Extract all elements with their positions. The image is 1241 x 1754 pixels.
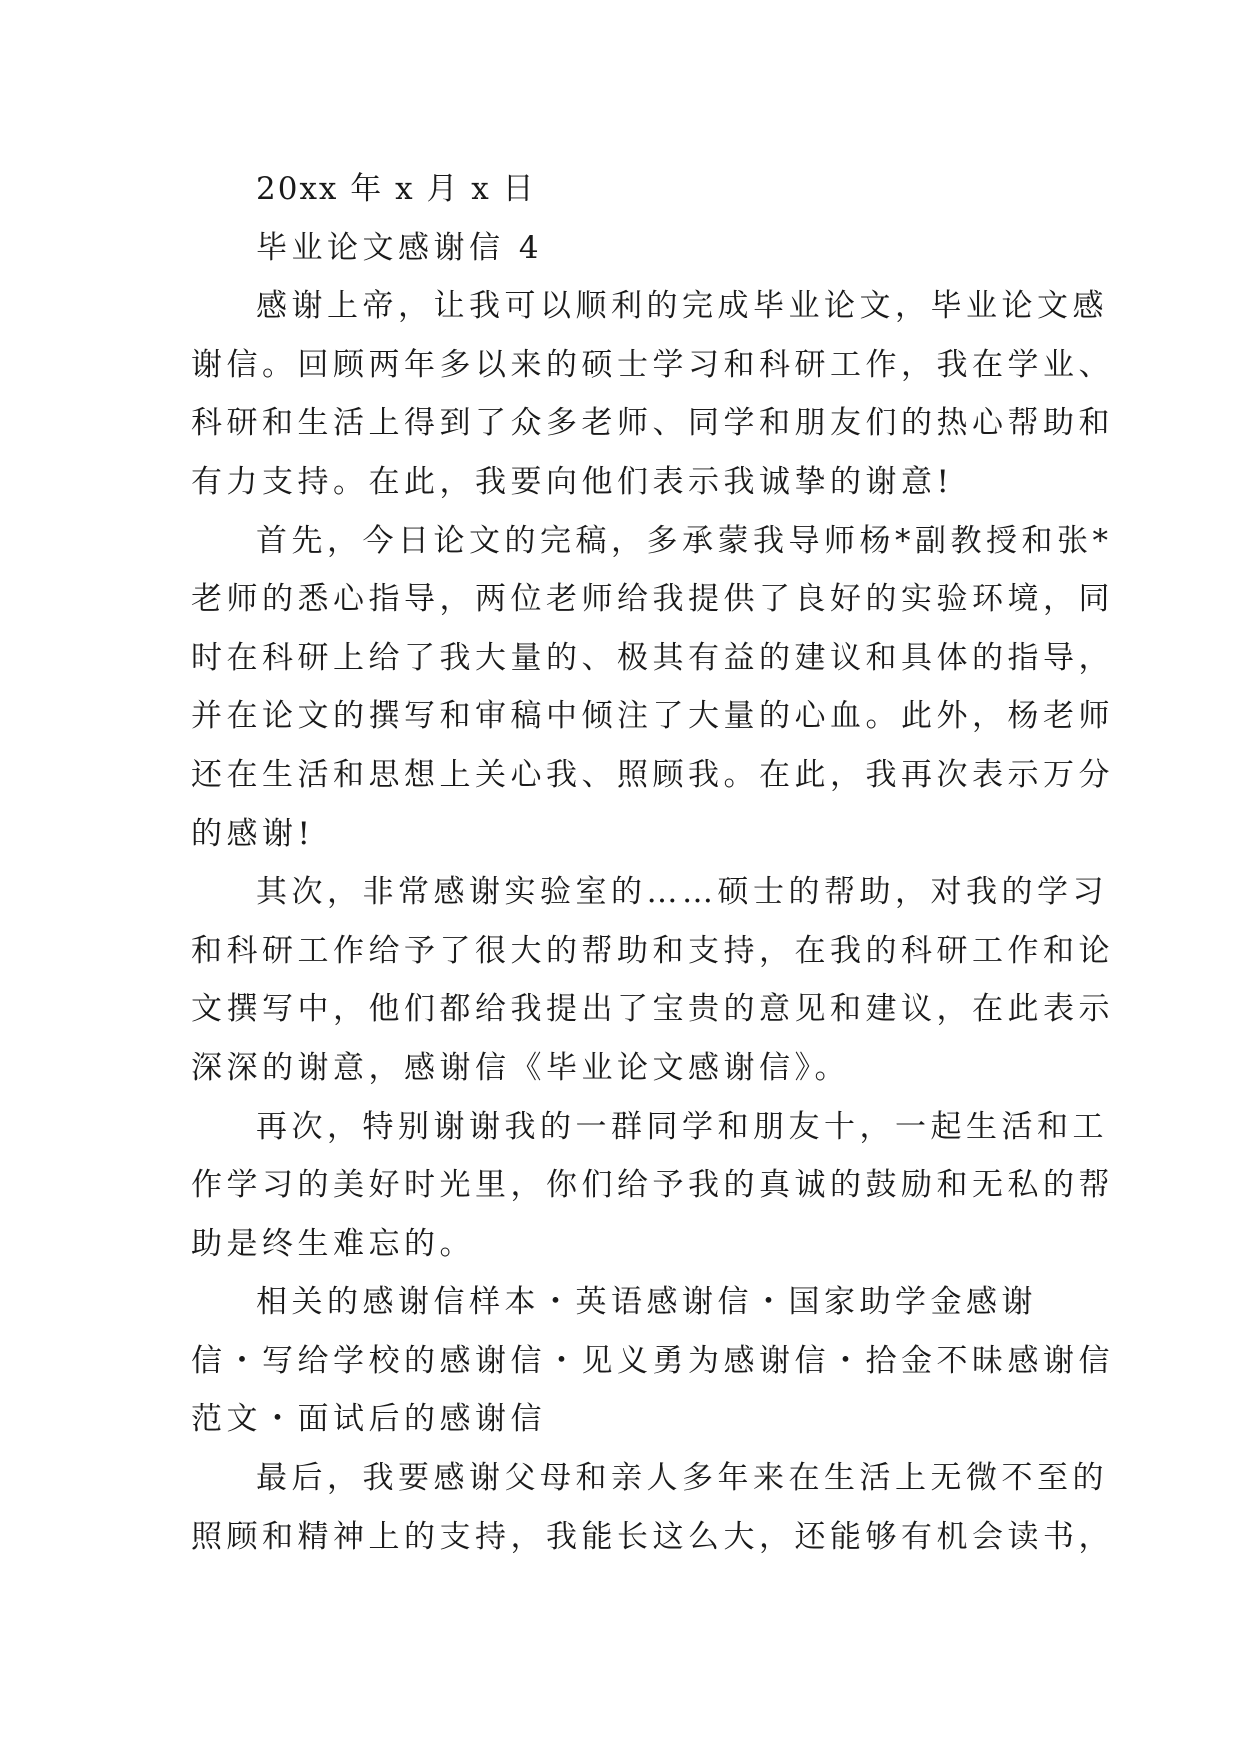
paragraph-line: 最后，我要感谢父母和亲人多年来在生活上无微不至的	[256, 1460, 1108, 1497]
paragraph-lab	[191, 863, 1114, 1097]
paragraph-opening	[191, 277, 1114, 511]
document-body	[191, 160, 1114, 1566]
paragraph-line: 的感谢!	[191, 815, 315, 852]
paragraph-friends	[191, 1098, 1114, 1274]
paragraph-line: 感谢上帝，让我可以顺利的完成毕业论文，毕业论文感	[256, 288, 1108, 325]
paragraph-line: 并在论文的撰写和审稿中倾注了大量的心血。此外，杨老师	[191, 698, 1114, 735]
paragraph-line: 还在生活和思想上关心我、照顾我。在此，我再次表示万分	[191, 756, 1114, 793]
paragraph-line: 作学习的美好时光里，你们给予我的真诚的鼓励和无私的帮	[191, 1167, 1114, 1204]
paragraph-line: 有力支持。在此，我要向他们表示我诚挚的谢意!	[191, 463, 954, 500]
paragraph-line: 老师的悉心指导，两位老师给我提供了良好的实验环境，同	[191, 581, 1114, 618]
paragraph-line: 助是终生难忘的。	[191, 1225, 475, 1262]
paragraph-line: 再次，特别谢谢我的一群同学和朋友十，一起生活和工	[256, 1108, 1108, 1145]
paragraph-line: 首先，今日论文的完稿，多承蒙我导师杨*副教授和张*	[256, 522, 1113, 559]
paragraph-family	[191, 1449, 1114, 1566]
paragraph-line: 时在科研上给了我大量的、极其有益的建议和具体的指导，	[191, 639, 1114, 676]
paragraph-line: 和科研工作给予了很大的帮助和支持，在我的科研工作和论	[191, 932, 1114, 969]
letter-date: 20xx 年 x 月 x 日	[256, 171, 536, 207]
paragraph-line: 范文・面试后的感谢信	[191, 1401, 546, 1438]
paragraph-line: 文撰写中，他们都给我提出了宝贵的意见和建议，在此表示	[191, 991, 1114, 1028]
paragraph-line: 信・写给学校的感谢信・见义勇为感谢信・拾金不昧感谢信	[191, 1342, 1114, 1379]
paragraph-line: 深深的谢意，感谢信《毕业论文感谢信》。	[191, 1049, 850, 1086]
paragraph-line: 科研和生活上得到了众多老师、同学和朋友们的热心帮助和	[191, 405, 1114, 442]
paragraph-related-links	[191, 1273, 1114, 1449]
paragraph-line: 照顾和精神上的支持，我能长这么大，还能够有机会读书，	[191, 1518, 1114, 1555]
letter-heading: 毕业论文感谢信 4	[256, 229, 544, 266]
paragraph-line: 谢信。回顾两年多以来的硕士学习和科研工作，我在学业、	[191, 346, 1114, 383]
paragraph-advisors	[191, 512, 1114, 864]
paragraph-line: 相关的感谢信样本・英语感谢信・国家助学金感谢	[256, 1284, 1037, 1321]
paragraph-line: 其次，非常感谢实验室的……硕士的帮助，对我的学习	[256, 874, 1108, 911]
